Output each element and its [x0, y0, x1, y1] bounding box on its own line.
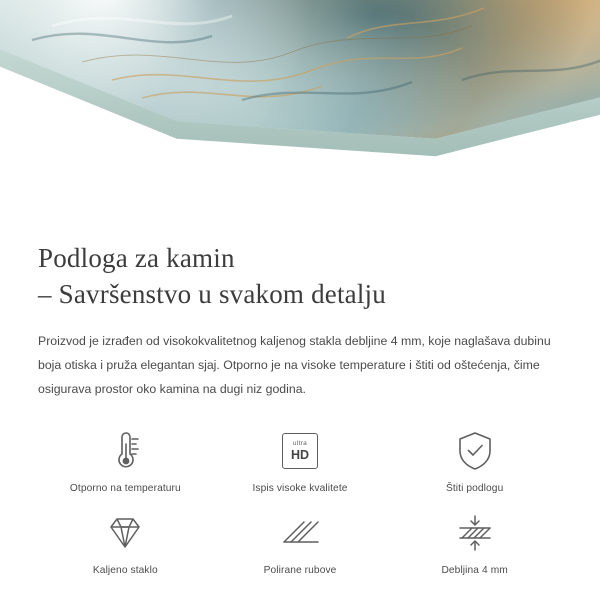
feature-label: Kaljeno staklo	[92, 565, 158, 577]
content-area	[0, 241, 600, 576]
sparkle-icon	[504, 146, 538, 180]
hero-canvas	[0, 0, 600, 215]
page-title	[38, 241, 562, 312]
thickness-arrows-icon	[453, 510, 497, 556]
feature-label: Ispis visoke kvalitete	[252, 483, 348, 495]
diamond-icon	[103, 510, 147, 556]
ultra-hd-badge-top: ultra	[292, 440, 308, 448]
feature-label: Debljina 4 mm	[441, 565, 508, 577]
marble-veins	[0, 0, 600, 215]
feature-item-polished-edges	[213, 510, 388, 576]
feature-item-thickness	[387, 510, 562, 576]
polished-edges-icon	[278, 510, 322, 556]
feature-grid	[38, 428, 562, 576]
feature-label: Štiti podlogu	[445, 483, 504, 495]
body-paragraph: Proizvod je izrađen od visokokvalitetnog kaljenog stakla debljine 4 mm, koje naglašava dubinu boja otiska i pruža elegantan sjaj. Otporno je na visoke temperature i štiti od oštećenja, čime osigurava prostor oko kamina na dugi niz godina.	[38, 334, 551, 397]
feature-label: Polirane rubove	[263, 565, 337, 577]
marble-glass-panel	[0, 0, 600, 215]
ultra-hd-badge-main: HD	[290, 447, 310, 462]
feature-item-tempered-glass	[38, 510, 213, 576]
feature-item-print-quality	[213, 428, 388, 494]
feature-item-surface-protection	[387, 428, 562, 494]
headline-line-1: Podloga za kamin	[38, 243, 235, 273]
feature-label: Otporno na temperaturu	[69, 483, 181, 495]
ultra-hd-icon	[282, 428, 318, 474]
headline-line-2: – Savršenstvo u svakom detalju	[38, 278, 386, 309]
shield-check-icon	[455, 428, 495, 474]
feature-item-temperature	[38, 428, 213, 494]
thermometer-icon	[105, 428, 145, 474]
hero-image	[0, 0, 600, 215]
